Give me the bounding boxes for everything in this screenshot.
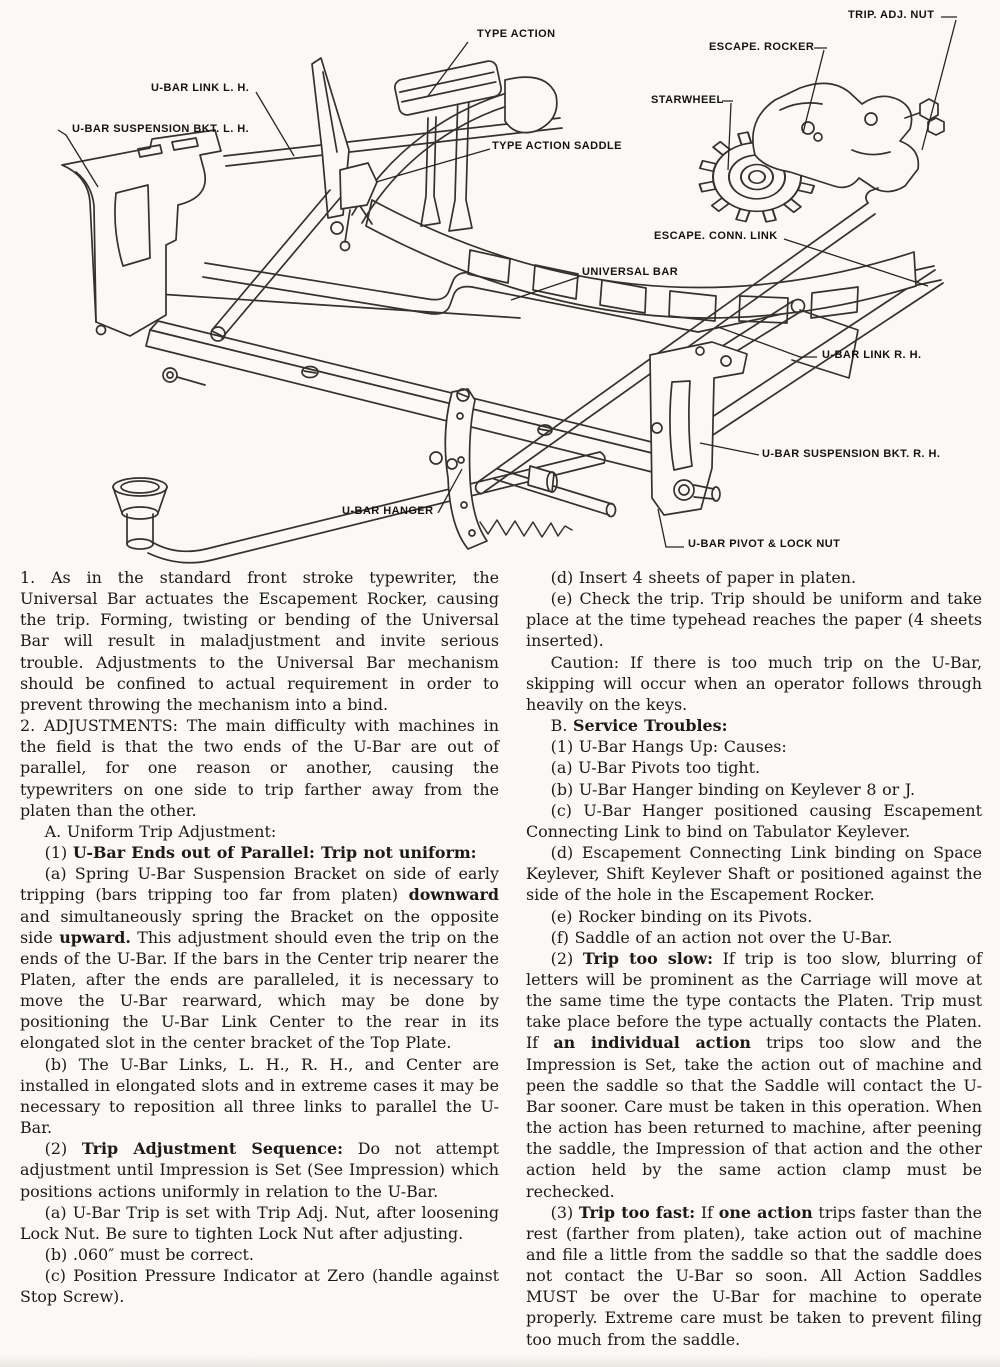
- paragraph: (b) .060″ must be correct.: [44, 1245, 254, 1264]
- spring: [480, 520, 572, 537]
- paragraph: (d) Escapement Connecting Link binding on Space Keylever, Shift Keylever Shaft or positioned against the side of the hole in the Escapement Rocker.: [526, 843, 982, 905]
- diagram-label-universal-bar: UNIVERSAL BAR: [582, 266, 679, 278]
- paragraph: (c) U-Bar Hanger positioned causing Escapement Connecting Link to bind on Tabulator Keylever.: [526, 800, 982, 841]
- paragraph: (f) Saddle of an action not over the U-Bar.: [550, 927, 893, 947]
- universal-bar-shape: [366, 200, 916, 323]
- diagram-label-escape-conn-link: ESCAPE. CONN. LINK: [654, 230, 778, 242]
- diagram-label-u-bar-hanger: U-BAR HANGER: [342, 505, 434, 517]
- paragraph: (1) U-Bar Ends out of Parallel: Trip not uniform:: [44, 843, 477, 863]
- right-suspension-bracket: [650, 342, 747, 515]
- diagram-label-u-bar-suspension-bkt-rh: U-BAR SUSPENSION BKT. R. H.: [762, 448, 941, 460]
- diagram-label-type-action: TYPE ACTION: [477, 28, 556, 40]
- paragraph: (b) The U-Bar Links, L. H., R. H., and Center are installed in elongated slots and in extreme cases it may be necessary to reposition all three links to parallel the U-Bar.: [20, 1054, 499, 1138]
- lock-nut-part: [928, 118, 944, 135]
- diagram-label-starwheel: STARWHEEL: [651, 94, 724, 106]
- diagram-label-escape-rocker: ESCAPE. ROCKER: [709, 41, 815, 53]
- paragraph: (d) Insert 4 sheets of paper in platen.: [550, 568, 857, 587]
- paragraph: (b) U-Bar Hanger binding on Keylever 8 or J.: [550, 779, 916, 799]
- diagram-label-type-action-saddle: TYPE ACTION SADDLE: [492, 140, 622, 152]
- paragraph: 1. As in the standard front stroke typewriter, the Universal Bar actuates the Escapement Rocker, causing the trip. Forming, twisting or bending of the Universal Bar will result in maladjustment and invite serious trouble. Adjustments to the Universal Bar mechanism should be confined to actual requirement in order to prevent throwing the mechanism into a bind.: [20, 568, 499, 714]
- paragraph: A. Uniform Trip Adjustment:: [44, 821, 277, 841]
- paragraph: 2. ADJUSTMENTS: The main difficulty with machines in the field is that the two ends of the U-Bar are out of parallel, for one reason or another, causing the typewriters on one side to trip farther away from the platen than the other.: [20, 716, 499, 820]
- diagram-label-trip-adj-nut: TRIP. ADJ. NUT: [848, 9, 935, 21]
- paragraph: Caution: If there is too much trip on the U-Bar, skipping will occur when an operator follows through heavily on the keys.: [526, 652, 982, 714]
- diagram-label-u-bar-suspension-bkt-lh: U-BAR SUSPENSION BKT. L. H.: [72, 123, 250, 135]
- right-column: [526, 567, 982, 1350]
- left-column: [20, 567, 499, 1350]
- mechanism-diagram: [0, 0, 1000, 566]
- scan-edge-shadow: [0, 1355, 1000, 1367]
- diagram-line-art: [0, 0, 1000, 566]
- paragraph: (a) U-Bar Trip is set with Trip Adj. Nut, after loosening Lock Nut. Be sure to tighten Lock Nut after adjusting.: [20, 1202, 499, 1243]
- paragraph: (2) Trip too slow: If trip is too slow, blurring of letters will be prominent as the Carriage will move at the same time the type contacts the Platen. Trip must take place before the type actually contacts the Platen. If an individual action trips too slow and the Impression is Set, take the action out of machine and peen the saddle so that the Saddle will contact the U-Bar sooner. Care must be taken in this operation. When the action has been returned to machine, after peening the saddle, the Impression of that action and the other action held by the same action clamp must be rechecked.: [526, 948, 982, 1201]
- u-bar-front-rail: [150, 321, 668, 455]
- paragraph: (a) Spring U-Bar Suspension Bracket on side of early tripping (bars tripping too far from platen) downward and simultaneously spring the Bracket on the opposite side upward. This adjustment should even the trip on the ends of the U-Bar. If the bars in the Center trip nearer the Platen, after the ends are paralleled, it is necessary to move the U-Bar rearward, which may be done by positioning the U-Bar Link Center to the rear in its elongated slot in the center bracket of the Top Plate.: [20, 864, 499, 1053]
- paragraph: B. Service Troubles:: [550, 716, 728, 736]
- paragraph: (2) Trip Adjustment Sequence: Do not attempt adjustment until Impression is Set (See Impression) which positions actions uniformly in relation to the U-Bar.: [20, 1139, 499, 1201]
- trip-adj-nut-part: [920, 99, 938, 120]
- diagram-label-u-bar-link-rh: U-BAR LINK R. H.: [822, 349, 922, 361]
- body-text: [20, 567, 982, 1350]
- paragraph: (1) U-Bar Hangs Up: Causes:: [550, 737, 787, 757]
- paragraph: (3) Trip too fast: If one action trips faster than the rest (farther from platen), take action out of machine and file a little from the saddle so that the saddle does not contact the U-Bar so soon. All Action Saddles MUST be over the U-Bar for machine to operate properly. Extreme care must be taken to prevent filing too much from the saddle.: [526, 1202, 983, 1349]
- paragraph: (e) Check the trip. Trip should be uniform and take place at the time typehead reaches the paper (4 sheets inserted).: [526, 589, 982, 651]
- paragraph: (a) U-Bar Pivots too tight.: [550, 758, 761, 778]
- paragraph: (c) Position Pressure Indicator at Zero (handle against Stop Screw).: [20, 1266, 499, 1307]
- u-bar-pivot-part: [674, 480, 694, 500]
- u-bar-link-lh-part: [211, 190, 340, 341]
- diagram-label-u-bar-link-lh: U-BAR LINK L. H.: [151, 82, 250, 94]
- paragraph: (e) Rocker binding on its Pivots.: [550, 906, 813, 926]
- diagram-label-u-bar-pivot-lock-nut: U-BAR PIVOT & LOCK NUT: [688, 538, 841, 550]
